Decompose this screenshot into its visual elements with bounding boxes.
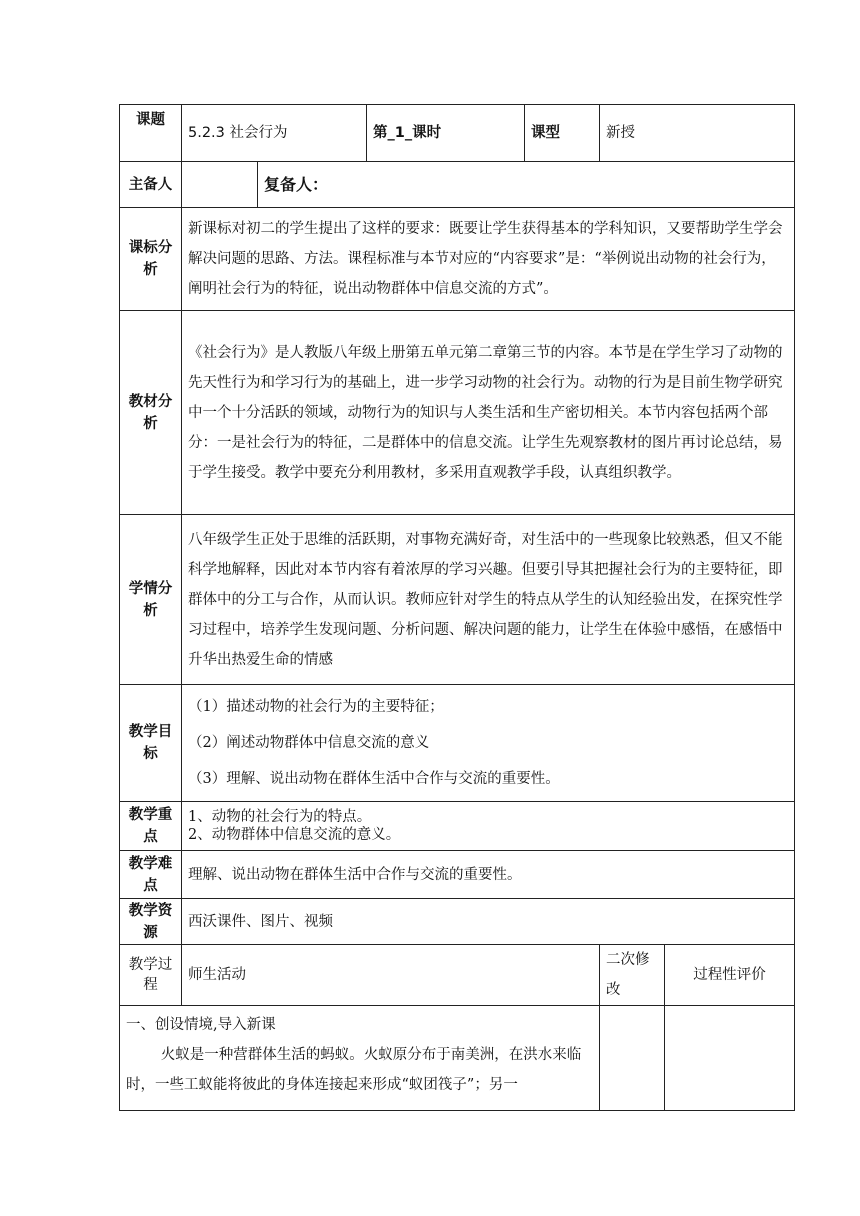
nandian-label: 教学难点 — [120, 851, 182, 899]
process-activity-cell — [120, 1006, 600, 1111]
lesson-plan-table — [119, 104, 795, 1111]
row-process-header — [120, 945, 795, 1006]
zhongdian-item: 2、动物群体中信息交流的意义。 — [188, 827, 401, 843]
keti-label: 课题 — [120, 105, 182, 162]
mubiao-label: 教学目标 — [120, 685, 182, 802]
keti-value: 5.2.3 社会行为 — [182, 105, 367, 162]
process-eval-cell — [665, 1006, 795, 1111]
mubiao-item: （2）阐述动物群体中信息交流的意义 — [188, 735, 430, 751]
zhubei-value — [182, 162, 258, 208]
ziyuan-label: 教学资源 — [120, 899, 182, 945]
mubiao-item: （1）描述动物的社会行为的主要特征； — [188, 699, 444, 715]
process-revise-cell — [600, 1006, 665, 1111]
type-label: 课型 — [525, 105, 600, 162]
process-label: 教学过程 — [120, 945, 182, 1006]
row-zhubei — [120, 162, 795, 208]
row-ziyuan — [120, 899, 795, 945]
step-text: 火蚁是一种营群体生活的蚂蚁。火蚁原分布于南美洲，在洪水来临时，一些工蚁能将彼此的身体连接起来形成“蚁团筏子”；另一 — [126, 1047, 582, 1093]
step-title: 一、创设情境,导入新课 — [126, 1017, 276, 1033]
jiaocai-label: 教材分析 — [120, 311, 182, 515]
ziyuan-text: 西沃课件、图片、视频 — [182, 899, 795, 945]
row-jiaocai — [120, 311, 795, 515]
col-revise: 二次修改 — [600, 945, 665, 1006]
col-activity: 师生活动 — [182, 945, 600, 1006]
row-zhongdian — [120, 802, 795, 851]
col-eval: 过程性评价 — [665, 945, 795, 1006]
mubiao-list — [182, 685, 795, 802]
kebiao-text: 新课标对初二的学生提出了这样的要求：既要让学生获得基本的学科知识，又要帮助学生学会解决问题的思路、方法。课程标准与本节对应的“内容要求”是：“举例说出动物的社会行为，阐明社会行为的特征，说出动物群体中信息交流的方式”。 — [182, 208, 795, 311]
zhongdian-item: 1、动物的社会行为的特点。 — [188, 809, 372, 825]
nandian-text: 理解、说出动物在群体生活中合作与交流的重要性。 — [182, 851, 795, 899]
zhongdian-label: 教学重点 — [120, 802, 182, 851]
lesson-number: 第_1_课时 — [367, 105, 525, 162]
kebiao-label: 课标分析 — [120, 208, 182, 311]
row-keti — [120, 105, 795, 162]
jiaocai-text: 《社会行为》是人教版八年级上册第五单元第二章第三节的内容。本节是在学生学习了动物的先天性行为和学习行为的基础上，进一步学习动物的社会行为。动物的行为是目前生物学研究中一个十分活跃的领域，动物行为的知识与人类生活和生产密切相关。本节内容包括两个部分：一是社会行为的特征，二是群体中的信息交流。让学生先观察教材的图片再讨论总结，易于学生接受。教学中要充分利用教材，多采用直观教学手段，认真组织教学。 — [182, 311, 795, 515]
row-nandian — [120, 851, 795, 899]
row-mubiao — [120, 685, 795, 802]
row-process-content — [120, 1006, 795, 1111]
row-kebiao — [120, 208, 795, 311]
row-xueqing — [120, 515, 795, 685]
xueqing-label: 学情分析 — [120, 515, 182, 685]
type-value: 新授 — [600, 105, 795, 162]
zhongdian-list — [182, 802, 795, 851]
fubei-label: 复备人： — [258, 162, 795, 208]
zhubei-label: 主备人 — [120, 162, 182, 208]
mubiao-item: （3）理解、说出动物在群体生活中合作与交流的重要性。 — [188, 771, 560, 787]
xueqing-text: 八年级学生正处于思维的活跃期，对事物充满好奇，对生活中的一些现象比较熟悉，但又不能科学地解释，因此对本节内容有着浓厚的学习兴趣。但要引导其把握社会行为的主要特征，即群体中的分工与合作，从而认识。教师应针对学生的特点从学生的认知经验出发，在探究性学习过程中，培养学生发现问题、分析问题、解决问题的能力，让学生在体验中感悟，在感悟中升华出热爱生命的情感 — [182, 515, 795, 685]
